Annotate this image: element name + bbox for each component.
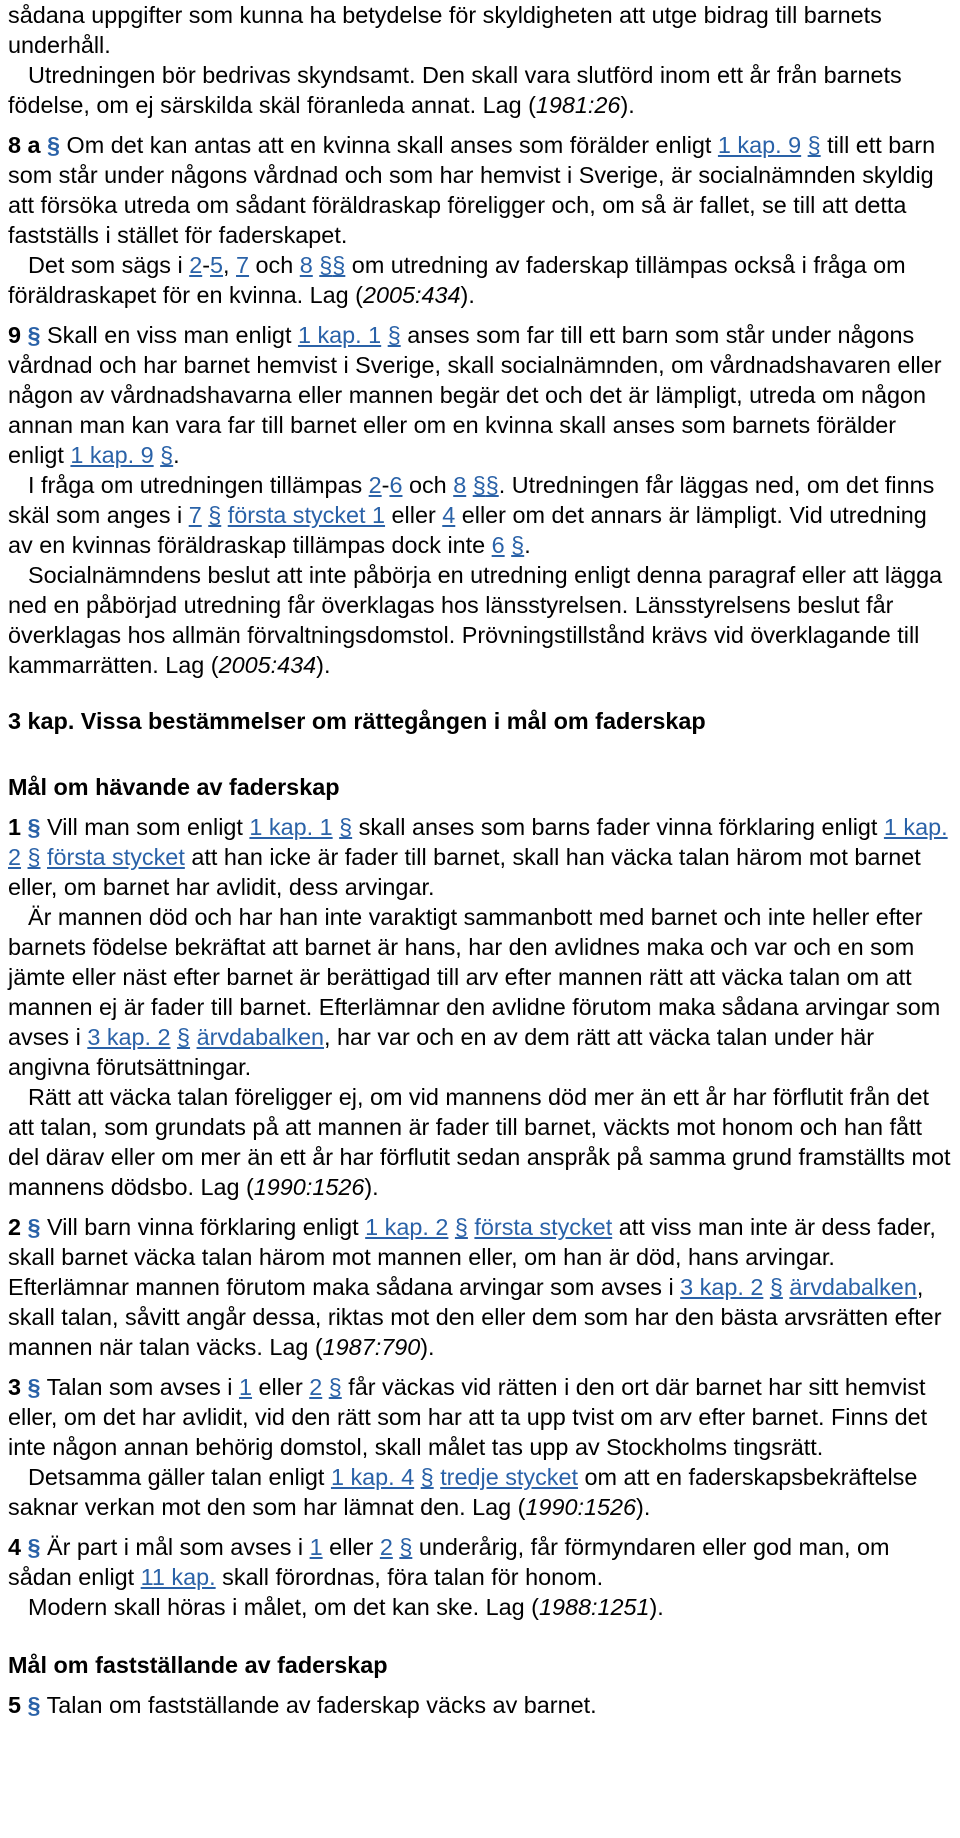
text: om utredning av faderskap tillämpas också i fråga om föräldraskapet för en kvinna. Lag ( xyxy=(8,252,906,308)
link-section-symbol[interactable]: § xyxy=(387,322,401,348)
text: - xyxy=(381,472,390,498)
text-line xyxy=(8,1212,952,1362)
text: , skall talan, såvitt angår dessa, riktas mot den eller dem som har den bästa arvsrätten efter mannen när talan väcks. Lag ( xyxy=(8,1274,942,1360)
link-section-symbol[interactable]: § xyxy=(319,252,333,278)
link-section-symbol[interactable]: § xyxy=(420,1464,434,1490)
link-1-kap-2[interactable]: 1 kap. 2 xyxy=(8,814,948,870)
section-1 xyxy=(8,812,952,1202)
link-arvdabalken[interactable]: ärvdabalken xyxy=(196,1024,325,1050)
text-line xyxy=(8,320,952,470)
link-forsta-stycket[interactable]: första stycket xyxy=(474,1214,613,1240)
text: Är part i mål som avses i xyxy=(40,1534,310,1560)
link-section-symbol[interactable]: § xyxy=(399,1534,413,1560)
link-1-kap-1[interactable]: 1 kap. 1 xyxy=(249,814,333,840)
section-number: 9 xyxy=(8,322,22,348)
text: att han icke är fader till barnet, skall han väcka talan härom mot barnet eller, om barnet har avlidit, dess arvingar. xyxy=(8,844,921,900)
link-tredje-stycket[interactable]: tredje stycket xyxy=(440,1464,578,1490)
text: ). xyxy=(420,1334,435,1360)
section-number: 2 xyxy=(8,1214,22,1240)
section-5 xyxy=(8,1690,952,1720)
text: Det som sägs i xyxy=(28,252,190,278)
text: - xyxy=(202,252,211,278)
section-number: 3 xyxy=(8,1374,22,1400)
link-7[interactable]: 7 xyxy=(188,502,202,528)
text: eller xyxy=(385,502,443,528)
link-section-symbol[interactable]: § xyxy=(807,132,821,158)
text: Om det kan antas att en kvinna skall anses som förälder enligt xyxy=(60,132,718,158)
text: Rätt att väcka talan föreligger ej, om vid mannens död mer än ett år har förflutit från det att talan, som grundats på att mannen är fader till barnet, väckts mot honom och han fått del därav eller om mer än ett år har förflutit sedan anspråk på samma grund framställts mot mannens dödsbo. Lag ( xyxy=(8,1084,951,1200)
sfs-number: 1987:790 xyxy=(322,1334,421,1360)
link-3-kap-2[interactable]: 3 kap. 2 xyxy=(680,1274,764,1300)
text: , har var och en av dem rätt att väcka talan under här angivna förutsättningar. xyxy=(8,1024,874,1080)
sfs-number: 1988:1251 xyxy=(538,1594,650,1620)
text-line xyxy=(8,1690,952,1720)
section-symbol: § xyxy=(47,132,61,158)
text-line xyxy=(8,250,952,310)
text: . xyxy=(524,532,531,558)
link-6[interactable]: 6 xyxy=(389,472,403,498)
text: eller xyxy=(252,1374,310,1400)
text-line xyxy=(8,470,952,560)
section-heading: Mål om fastställande av faderskap xyxy=(8,1652,388,1678)
link-1-kap-2[interactable]: 1 kap. 2 xyxy=(365,1214,449,1240)
chapter-heading: 3 kap. Vissa bestämmelser om rättegången i mål om faderskap xyxy=(8,708,706,734)
section-symbol: § xyxy=(27,1534,41,1560)
link-section-symbol[interactable]: § xyxy=(485,472,499,498)
text: underårig, får förmyndaren eller god man, om sådan enligt xyxy=(8,1534,890,1590)
link-section-symbol[interactable]: § xyxy=(27,844,41,870)
section-symbol: § xyxy=(27,1374,41,1400)
link-5[interactable]: 5 xyxy=(210,252,224,278)
section-4 xyxy=(8,1532,952,1622)
text: att viss man inte är dess fader, skall barnet väcka talan härom mot mannen eller, om han är död, hans arvingar. Efterlämnar mannen förutom maka sådana arvingar som avses i xyxy=(8,1214,936,1300)
link-2[interactable]: 2 xyxy=(189,252,203,278)
section-3 xyxy=(8,1372,952,1522)
link-section-symbol[interactable]: § xyxy=(769,1274,783,1300)
link-7[interactable]: 7 xyxy=(236,252,250,278)
text: Talan som avses i xyxy=(40,1374,240,1400)
text: ). xyxy=(649,1594,664,1620)
link-section-symbol[interactable]: § xyxy=(208,502,222,528)
section-9 xyxy=(8,320,952,680)
text-line xyxy=(8,812,952,902)
text: sådana uppgifter som kunna ha betydelse för skyldigheten att utge bidrag till barnets underhåll. xyxy=(8,2,882,58)
text: Utredningen bör bedrivas skyndsamt. Den skall vara slutförd inom ett år från barnets födelse, om ej särskilda skäl föranleda annat. Lag ( xyxy=(8,62,902,118)
text-line xyxy=(8,130,952,250)
text-line xyxy=(8,60,952,120)
text: Skall en viss man enligt xyxy=(40,322,298,348)
link-section-symbol[interactable]: § xyxy=(511,532,525,558)
paragraph-continuation xyxy=(8,0,952,120)
link-forsta-stycket[interactable]: första stycket xyxy=(47,844,185,870)
text: till ett barn som står under någons vårdnad och som har hemvist i Sverige, är socialnämnden skyldig att försöka utreda om sådant föräldraskap föreligger och, om så är fallet, se till att detta fastställs i stället för faderskapet. xyxy=(8,132,936,248)
sfs-number: 1990:1526 xyxy=(253,1174,365,1200)
link-8[interactable]: 8 xyxy=(299,252,313,278)
text: ). xyxy=(316,652,331,678)
text: Vill barn vinna förklaring enligt xyxy=(40,1214,366,1240)
link-11-kap[interactable]: 11 kap. xyxy=(140,1564,216,1590)
text-line xyxy=(8,0,952,60)
link-1-kap-4[interactable]: 1 kap. 4 xyxy=(330,1464,415,1490)
link-1[interactable]: 1 xyxy=(239,1374,253,1400)
text: Talan om fastställande av faderskap väcks av barnet. xyxy=(40,1692,597,1718)
text: ). xyxy=(636,1494,651,1520)
text: . xyxy=(173,442,180,468)
text: I fråga om utredningen tillämpas xyxy=(28,472,369,498)
link-4[interactable]: 4 xyxy=(442,502,456,528)
link-arvdabalken[interactable]: ärvdabalken xyxy=(789,1274,917,1300)
section-8a xyxy=(8,130,952,310)
link-1-kap-9[interactable]: 1 kap. 9 xyxy=(717,132,802,158)
section-number: 8 a xyxy=(8,132,41,158)
section-heading: Mål om hävande av faderskap xyxy=(8,774,340,800)
link-8[interactable]: 8 xyxy=(453,472,467,498)
link-3-kap-2[interactable]: 3 kap. 2 xyxy=(87,1024,171,1050)
link-1-kap-1[interactable]: 1 kap. 1 xyxy=(297,322,382,348)
text: , xyxy=(223,252,237,278)
section-number: 5 xyxy=(8,1692,22,1718)
text: Detsamma gäller talan enligt xyxy=(28,1464,331,1490)
link-forsta-stycket-1[interactable]: första stycket 1 xyxy=(227,502,386,528)
link-1[interactable]: 1 xyxy=(309,1534,323,1560)
text-line xyxy=(8,1372,952,1462)
text: ). xyxy=(620,92,635,118)
section-2 xyxy=(8,1212,952,1362)
sfs-number: 1981:26 xyxy=(535,92,621,118)
link-2[interactable]: 2 xyxy=(379,1534,393,1560)
text: . Utredningen får läggas ned, om det finns skäl som anges i xyxy=(8,472,935,528)
text-line xyxy=(8,1592,952,1622)
sfs-number: 2005:434 xyxy=(218,652,317,678)
section-symbol: § xyxy=(27,322,41,348)
sfs-number: 2005:434 xyxy=(362,282,461,308)
text: skall förordnas, föra talan för honom. xyxy=(215,1564,604,1590)
link-1-kap-9[interactable]: 1 kap. 9 xyxy=(70,442,154,468)
text: ). xyxy=(460,282,475,308)
link-section-symbol[interactable]: § xyxy=(177,1024,191,1050)
link-section-symbol[interactable]: § xyxy=(332,252,346,278)
text: eller om det annars är lämpligt. Vid utredning av en kvinnas föräldraskap tillämpas dock inte xyxy=(8,502,927,558)
text-line xyxy=(8,1462,952,1522)
text: får väckas vid rätten i den ort där barnet har sitt hemvist eller, om det har avlidit, vid den rätt som har att ta upp tvist om arv efter barnet. Finns det inte någon annan behörig domstol, skall målet tas upp av Stockholms tingsrätt. xyxy=(8,1374,928,1460)
link-6[interactable]: 6 xyxy=(491,532,505,558)
text-line xyxy=(8,560,952,680)
text: ). xyxy=(364,1174,379,1200)
sfs-number: 1990:1526 xyxy=(525,1494,637,1520)
link-section-symbol[interactable]: § xyxy=(328,1374,342,1400)
text: eller xyxy=(322,1534,380,1560)
link-section-symbol[interactable]: § xyxy=(454,1214,468,1240)
text: skall anses som barns fader vinna förklaring enligt xyxy=(352,814,884,840)
text: anses som far till ett barn som står under någons vårdnad och har barnet hemvist i Sverige, skall socialnämnden, om vårdnadshavaren eller någon av vårdnadshavarna eller mannen begär det och det är lämpligt, utreda om någon annan man kan vara far till barnet eller om en kvinna skall anses som barnets förälder enligt xyxy=(8,322,942,468)
text: och xyxy=(249,252,300,278)
link-section-symbol[interactable]: § xyxy=(339,814,353,840)
link-section-symbol[interactable]: § xyxy=(472,472,486,498)
section-symbol: § xyxy=(27,814,41,840)
text: Modern skall höras i målet, om det kan ske. Lag ( xyxy=(28,1594,539,1620)
text: om att en faderskapsbekräftelse saknar verkan mot den som har lämnat den. Lag ( xyxy=(8,1464,918,1520)
link-section-symbol[interactable]: § xyxy=(160,442,174,468)
section-number: 1 xyxy=(8,814,22,840)
text: Socialnämndens beslut att inte påbörja en utredning enligt denna paragraf eller att lägga ned en påbörjad utredning får överklagas hos länsstyrelsen. Länsstyrelsens beslut får överklagas hos allmän förvaltningsdomstol. Prövningstillstånd krävs vid överklagande till kammarrätten. Lag ( xyxy=(8,562,943,678)
section-symbol: § xyxy=(27,1214,41,1240)
section-number: 4 xyxy=(8,1534,22,1560)
link-2[interactable]: 2 xyxy=(309,1374,323,1400)
link-2[interactable]: 2 xyxy=(368,472,382,498)
text-line xyxy=(8,902,952,1082)
text-line xyxy=(8,1082,952,1202)
section-symbol: § xyxy=(27,1692,41,1718)
text: och xyxy=(402,472,454,498)
text: Vill man som enligt xyxy=(40,814,250,840)
text-line xyxy=(8,1532,952,1592)
text: Är mannen död och har han inte varaktigt sammanbott med barnet och inte heller efter barnets födelse bekräftat att barnet är hans, har den avlidnes maka och var och en som jämte eller näst efter barnet är berättigad till arv efter mannen rätt att väcka talan om att mannen ej är fader till barnet. Efterlämnar den avlidne förutom maka sådana arvingar som avses i xyxy=(8,904,941,1050)
